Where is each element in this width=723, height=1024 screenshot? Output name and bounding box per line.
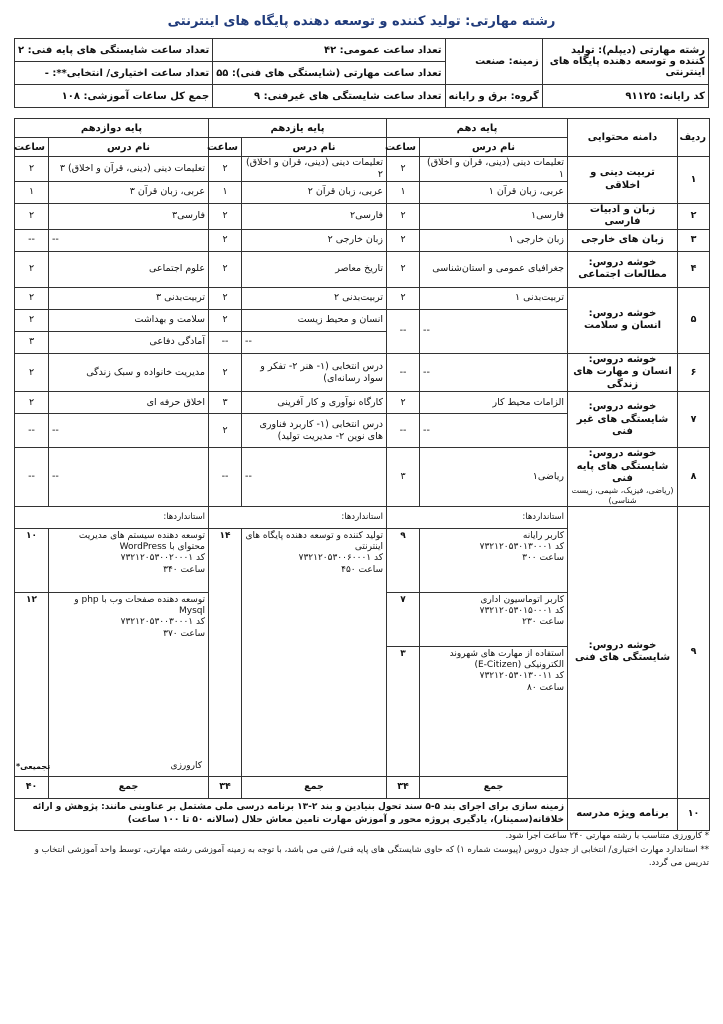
- table-row: کاربر اتوماسیون اداری کد ۷۳۲۱۲۰۵۳۰۱۵۰۰۰۱ ساعت ۲۳۰ ۷ توسعه دهنده صفحات وب با php و Mysql کد ۷۳۲۱۲۰۵۳۰۰۳۰۰۰۱ ساعت ۳۷۰ کارورزی ۱۲ تجمیعی*: [15, 592, 710, 646]
- table-row: ۶ خوشه دروس: انسان و مهارت های زندگی -- -- درس انتخابی (۱- هنر ۲- تفکر و سواد رسانه‌ای) ۲ مدیریت خانواده و سبک زندگی ۲: [15, 353, 710, 392]
- internship-label: کارورزی: [170, 760, 202, 771]
- table-row: ۹ خوشه دروس: شایستگی های فنی استانداردها: استانداردها: استانداردها:: [15, 506, 710, 528]
- group: گروه: برق و رایانه: [445, 85, 542, 108]
- table-row: -- -- آمادگی دفاعی ۳: [15, 331, 710, 353]
- nontech-hours: تعداد ساعت شایستگی های غیرفنی: ۹: [213, 85, 445, 108]
- footnote-1: * کارورزی متناسب با رشته مهارتی ۲۴۰ ساعت اجرا شود.: [505, 831, 709, 841]
- table-row: ۳ زبان های خارجی زبان خارجی ۱ ۲ زبان خارجی ۲ ۲ -- --: [15, 229, 710, 251]
- table-row: ۱ تربیت دینی و اخلاقی تعلیمات دینی (دینی، قرآن و اخلاق) ۱ ۲ تعلیمات دینی (دینی، قرآن و اخلاق) ۲ ۲ تعلیمات دینی (دینی، قرآن و اخلاق) ۳ ۲: [15, 157, 710, 182]
- page-title: رشته مهارتی: تولید کننده و توسعه دهنده پایگاه های اینترنتی: [167, 14, 556, 29]
- table-row: استفاده از مهارت های شهروند الکترونیکی (E-Citizen) کد ۷۳۲۱۲۰۵۳۰۱۳۰۰۱۱ ساعت ۸۰ ۳: [15, 646, 710, 776]
- table-row: عربی، زبان قرآن ۱ ۱ عربی، زبان قرآن ۲ ۱ عربی، زبان قرآن ۳ ۱: [15, 181, 710, 203]
- table-row: ۴ خوشه دروس: مطالعات اجتماعی جغرافیای عمومی و استان‌شناسی ۲ تاریخ معاصر ۲ علوم اجتماعی ۲: [15, 251, 710, 287]
- elective-hours: تعداد ساعت اختیاری/ انتخابی**: -: [15, 62, 213, 85]
- header-table: [14, 38, 709, 108]
- table-row: -- -- درس انتخابی (۱- کاربرد فناوری های نوین ۲- مدیریت تولید) ۲ -- --: [15, 414, 710, 448]
- col-g11: پایه یازدهم: [209, 119, 387, 138]
- footnotes: [14, 830, 709, 871]
- table-row: -- -- انسان و محیط زیست ۲ سلامت و بهداشت ۲: [15, 309, 710, 331]
- col-course: نام درس: [242, 138, 387, 157]
- col-row: ردیف: [678, 119, 710, 157]
- table-row: ۲ زبان و ادبیات فارسی فارسی۱ ۲ فارسی۲ ۲ فارسی۳ ۲: [15, 203, 710, 229]
- col-hour: ساعت: [209, 138, 242, 157]
- cumulative-label: تجمیعی*: [16, 761, 51, 771]
- total-hours: جمع کل ساعات آموزشی: ۱۰۸: [15, 85, 213, 108]
- table-row: کاربر رایانه کد ۷۳۲۱۲۰۵۳۰۱۳۰۰۰۱ ساعت ۳۰۰ ۹ تولید کننده و توسعه دهنده پایگاه های اینترنتی کد ۷۳۲۱۲۰۵۳۰۰۶۰۰۰۱ ساعت ۴۵۰ ۱۴ توسعه دهنده سیستم های مدیریت محتوای با WordPress کد ۷۳۲۱۲۰۵۳۰۰۲۰۰۰۱ ساعت ۳۴۰ ۱۰: [15, 528, 710, 592]
- col-course: نام درس: [420, 138, 568, 157]
- col-hour: ساعت: [387, 138, 420, 157]
- zamineh: زمینه: صنعت: [445, 39, 542, 85]
- curriculum-table: [14, 118, 710, 831]
- col-course: نام درس: [49, 138, 209, 157]
- sum-row: جمع ۳۴ جمع ۳۴ جمع ۴۰: [15, 776, 710, 798]
- table-row: ۵ خوشه دروس: انسان و سلامت تربیت‌بدنی ۱ ۲ تربیت‌بدنی ۲ ۲ تربیت‌بدنی ۳ ۲: [15, 287, 710, 309]
- table-row: ۷ خوشه دروس: شایستگی های غیر فنی الزامات محیط کار ۲ کارگاه نوآوری و کار آفرینی ۳ اخلاق حرفه ای ۲: [15, 392, 710, 414]
- col-hour: ساعت: [15, 138, 49, 157]
- table-row: ۱۰ برنامه ویژه مدرسه زمینه سازی برای اجرای بند ۵-۵ سند تحول بنیادین و بند ۲-۱۳ برنامه درسی ملی مشتمل بر عناوینی مانند: پژوهش و ارائه خلاقانه(سمینار)، یادگیری پروژه محور و آموزش مهارت تامین معاش حلال (سالانه ۵۰ تا ۱۰۰ ساعت): [15, 798, 710, 830]
- col-g10: پایه دهم: [387, 119, 568, 138]
- footnote-2: ** استاندارد مهارت اختیاری/ انتخابی از جدول دروس (پیوست شماره ۱) که حاوی شایستگی های پایه فنی/ فنی می باشد، با توجه به زمینه آموزشی رشته مهارتی، توسط واحد آموزشی انتخاب و تدریس می گردد.: [34, 844, 709, 869]
- field-name: رشته مهارتی (دیپلم): تولید کننده و توسعه دهنده پایگاه های اینترنتی: [542, 39, 708, 85]
- skill-hours: تعداد ساعت مهارتی (شایستگی های فنی): ۵۵: [213, 62, 445, 85]
- general-hours: تعداد ساعت عمومی: ۴۲: [213, 39, 445, 62]
- col-domain: دامنه محتوایی: [568, 119, 678, 157]
- base-hours: تعداد ساعت شایستگی های پایه فنی: ۲: [15, 39, 213, 62]
- table-row: ۸ خوشه دروس: شایستگی های پایه فنی (ریاضی، فیزیک، شیمی، زیست شناسی) ریاضی۱ ۳ -- -- -- --: [15, 448, 710, 507]
- col-g12: پایه دوازدهم: [15, 119, 209, 138]
- code: کد رایانه: ۹۱۱۲۵: [542, 85, 708, 108]
